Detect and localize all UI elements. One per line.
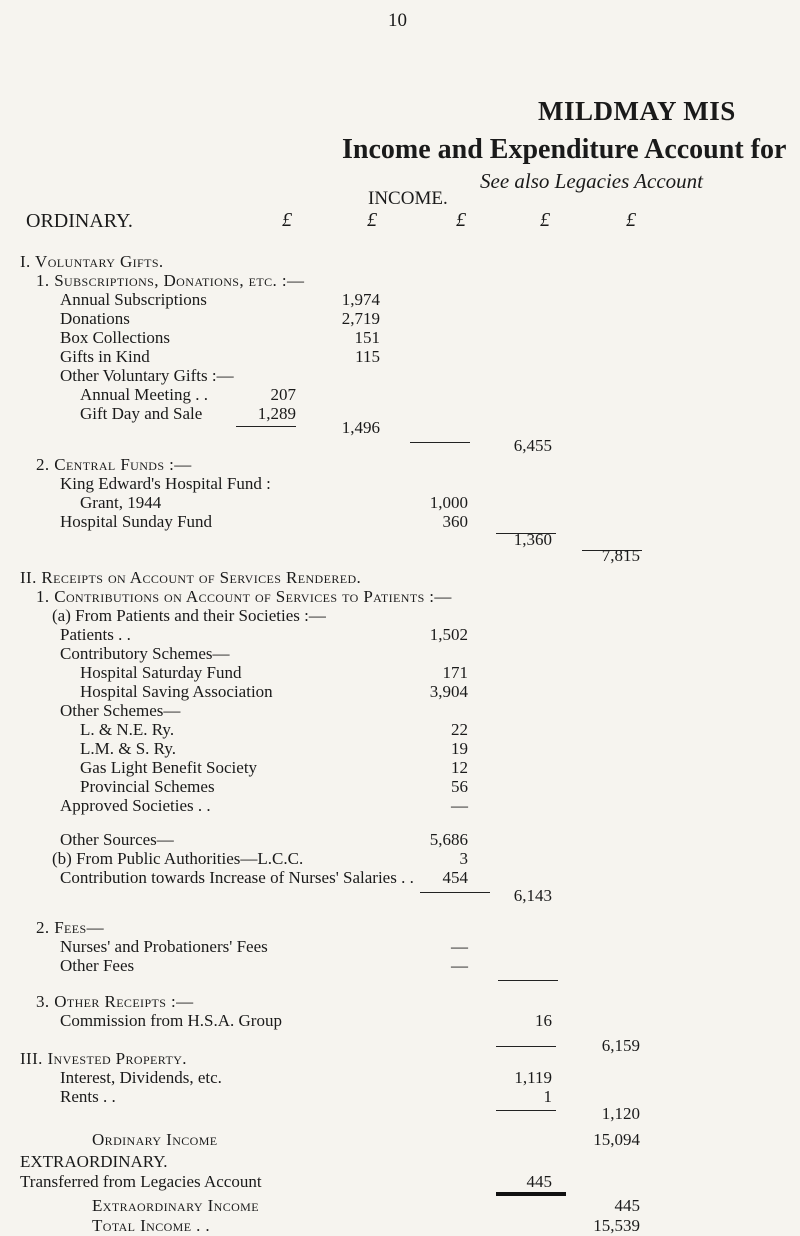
line-label: Gift Day and Sale xyxy=(80,404,203,423)
ordinary-income-label: Ordinary Income xyxy=(92,1130,218,1149)
line-label: Rents . . xyxy=(60,1087,116,1106)
line-label: Donations xyxy=(60,309,130,328)
extraordinary-income-amount: 445 xyxy=(614,1196,640,1215)
report-subtitle: See also Legacies Account xyxy=(480,169,703,193)
line-amount: 1,502 xyxy=(429,625,468,644)
section-total: 7,815 xyxy=(601,546,640,565)
line-label: Interest, Dividends, etc. xyxy=(60,1068,222,1087)
subsection-heading: 3. Other Receipts :— xyxy=(36,992,194,1011)
subtotal-amount: 1,360 xyxy=(513,530,552,549)
extraordinary-income-label: Extraordinary Income xyxy=(92,1196,259,1215)
line-label: L.M. & S. Ry. xyxy=(80,739,176,758)
line-label: King Edward's Hospital Fund : xyxy=(60,474,271,493)
subsection-heading: 2. Fees— xyxy=(36,918,104,937)
line-label: Commission from H.S.A. Group xyxy=(60,1011,282,1030)
line-amount: 1,289 xyxy=(257,404,296,423)
currency-col-1: £ xyxy=(282,209,292,231)
extraordinary-heading: EXTRAORDINARY. xyxy=(20,1152,168,1171)
line-label: Provincial Schemes xyxy=(80,777,215,796)
line-amount: 16 xyxy=(535,1011,552,1030)
section-heading: I. Voluntary Gifts. xyxy=(20,252,164,271)
line-amount: 445 xyxy=(526,1172,552,1191)
line-amount: 1 xyxy=(543,1087,552,1106)
line-amount: 22 xyxy=(451,720,468,739)
line-amount: 3,904 xyxy=(429,682,468,701)
line-amount: 207 xyxy=(270,385,296,404)
line-amount: 2,719 xyxy=(341,309,380,328)
currency-col-3: £ xyxy=(456,209,466,231)
line-amount: 454 xyxy=(442,868,468,887)
income-heading: INCOME. xyxy=(368,188,448,209)
line-amount: 19 xyxy=(451,739,468,758)
line-label: Gas Light Benefit Society xyxy=(80,758,258,777)
line-amount: 12 xyxy=(451,758,468,777)
line-amount: 360 xyxy=(442,512,468,531)
line-label: (b) From Public Authorities—L.C.C. xyxy=(52,849,304,868)
line-amount: 3 xyxy=(459,849,468,868)
section-total: 1,120 xyxy=(601,1104,640,1123)
line-amount: 115 xyxy=(355,347,380,366)
subtotal-amount: 6,455 xyxy=(513,436,552,455)
total-income-amount: 15,539 xyxy=(593,1216,640,1235)
section-total: 6,159 xyxy=(601,1036,640,1055)
currency-col-4: £ xyxy=(540,209,550,231)
line-label: Box Collections xyxy=(60,328,171,347)
line-amount: 5,686 xyxy=(429,830,468,849)
line-label: Grant, 1944 xyxy=(80,493,162,512)
line-label: L. & N.E. Ry. xyxy=(80,720,175,739)
line-amount: 151 xyxy=(354,328,380,347)
line-amount: 171 xyxy=(442,663,468,682)
currency-col-2: £ xyxy=(367,209,377,231)
line-label: Other Sources— xyxy=(60,830,174,849)
line-amount: 1,119 xyxy=(514,1068,552,1087)
ordinary-heading: ORDINARY. xyxy=(26,210,133,232)
report-title-line2: Income and Expenditure Account for xyxy=(342,134,787,165)
section-heading: II. Receipts on Account of Services Rendered. xyxy=(20,568,362,587)
line-label: Other Voluntary Gifts :— xyxy=(60,366,234,385)
line-label: Other Schemes— xyxy=(60,701,181,720)
line-label: Annual Subscriptions xyxy=(60,290,207,309)
subsection-heading: 1. Contributions on Account of Services to Patients :— xyxy=(36,587,452,606)
line-label: Annual Meeting . . xyxy=(80,385,208,404)
line-label: Contributory Schemes— xyxy=(60,644,230,663)
subtotal-amount: 1,496 xyxy=(341,418,380,437)
line-label: Approved Societies . . xyxy=(60,796,211,815)
subsection-heading: 2. Central Funds :— xyxy=(36,455,192,474)
line-amount: 1,000 xyxy=(429,493,468,512)
line-label: (a) From Patients and their Societies :— xyxy=(52,606,326,625)
line-label: Gifts in Kind xyxy=(60,347,150,366)
line-amount: — xyxy=(451,937,468,956)
line-label: Hospital Saving Association xyxy=(80,682,273,701)
line-label: Hospital Saturday Fund xyxy=(80,663,242,682)
line-label: Patients . . xyxy=(60,625,131,644)
line-amount: — xyxy=(451,796,468,815)
line-label: Contribution towards Increase of Nurses' Salaries . . xyxy=(60,868,414,887)
line-label: Hospital Sunday Fund xyxy=(60,512,213,531)
subsection-heading: 1. Subscriptions, Donations, etc. :— xyxy=(36,271,305,290)
total-income-label: Total Income . . xyxy=(92,1216,211,1235)
page-number: 10 xyxy=(388,10,407,31)
ordinary-income-amount: 15,094 xyxy=(593,1130,640,1149)
line-amount: — xyxy=(451,956,468,975)
line-label: Nurses' and Probationers' Fees xyxy=(60,937,268,956)
section-heading: III. Invested Property. xyxy=(20,1049,187,1068)
line-amount: 56 xyxy=(451,777,468,796)
line-label: Other Fees xyxy=(60,956,135,975)
line-label: Transferred from Legacies Account xyxy=(20,1172,262,1191)
report-title-line1: MILDMAY MIS xyxy=(538,96,736,126)
subtotal-amount: 6,143 xyxy=(513,886,552,905)
line-amount: 1,974 xyxy=(341,290,380,309)
currency-col-5: £ xyxy=(626,209,636,231)
